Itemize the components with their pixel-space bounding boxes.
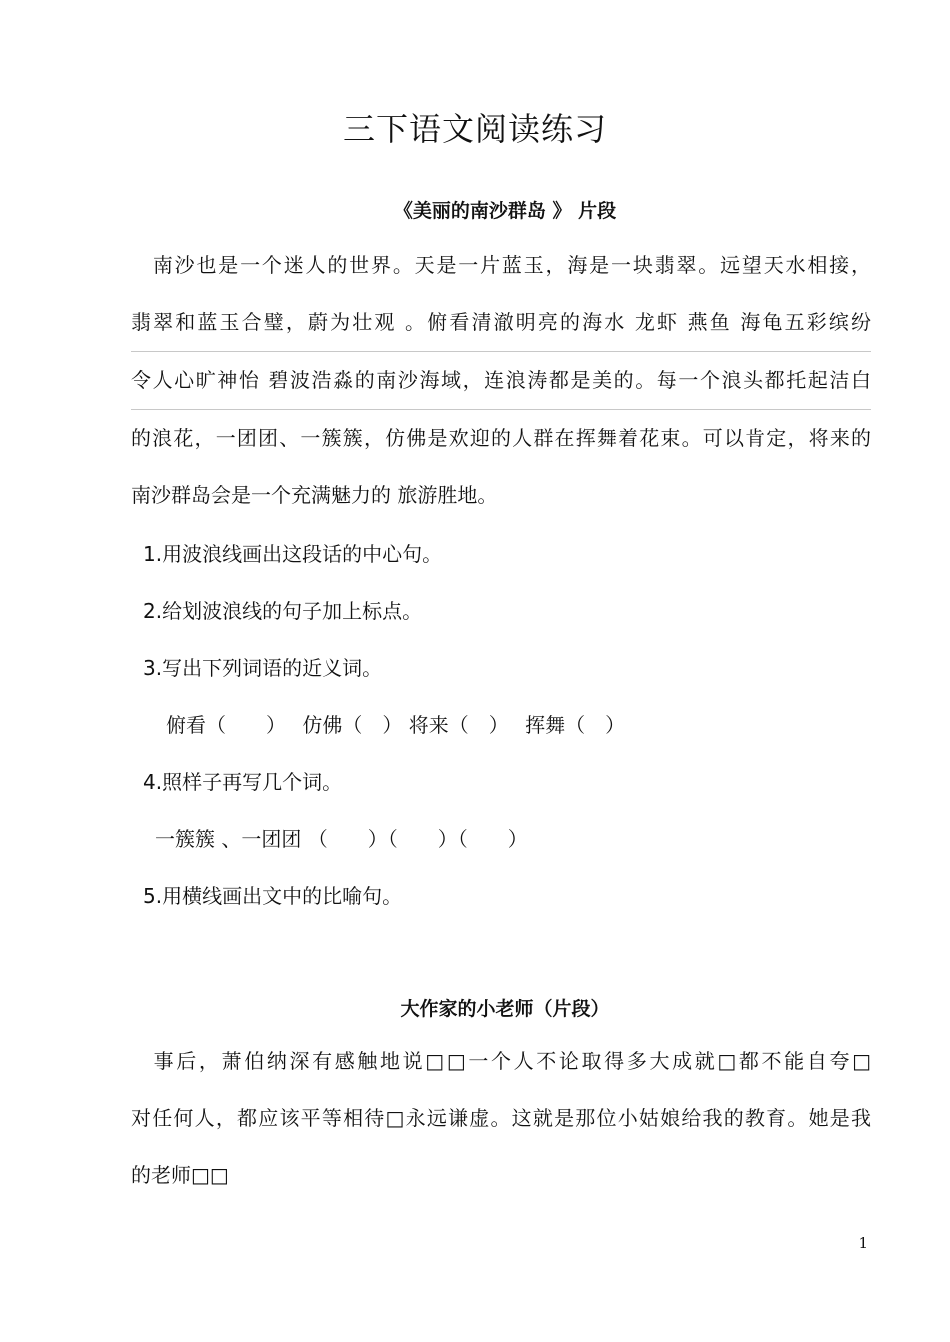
question-3-answers: 俯看（ ） 仿佛（ ） 将来（ ） 挥舞（ ） — [166, 713, 626, 737]
section1-heading: 《美丽的南沙群岛 》 片段 — [393, 200, 617, 222]
question-4: 4.照样子再写几个词。 — [143, 770, 343, 794]
question-5: 5.用横线画出文中的比喻句。 — [143, 884, 403, 908]
section2-passage — [131, 1033, 871, 1204]
question-1: 1.用波浪线画出这段话的中心句。 — [143, 542, 443, 566]
passage-line: 的浪花，一团团、一簇簇，仿佛是欢迎的人群在挥舞着花束。可以肯定，将来的 — [131, 426, 871, 450]
page-number: 1 — [858, 1234, 868, 1252]
question-2: 2.给划波浪线的句子加上标点。 — [143, 599, 423, 623]
section1-passage — [131, 237, 871, 524]
section2-heading: 大作家的小老师（片段） — [400, 998, 610, 1020]
page-title: 三下语文阅读练习 — [342, 110, 607, 148]
question-4-answers: 一簇簇 、一团团 （ ）（ ）（ ） — [155, 827, 528, 851]
passage-line: 对任何人，都应该平等相待□永远谦虚。这就是那位小姑娘给我的教育。她是我 — [131, 1106, 871, 1130]
passage-line: 的老师□□ — [131, 1163, 229, 1187]
passage-line: 事后，萧伯纳深有感触地说□□一个人不论取得多大成就□都不能自夸□ — [131, 1049, 871, 1073]
passage-line: 南沙群岛会是一个充满魅力的 旅游胜地。 — [131, 483, 498, 507]
passage-line: 翡翠和蓝玉合璧，蔚为壮观 。俯看清澈明亮的海水 龙虾 燕鱼 海龟五彩缤纷 — [131, 294, 871, 352]
passage-line: 令人心旷神怡 碧波浩淼的南沙海域，连浪涛都是美的。每一个浪头都托起洁白 — [131, 352, 871, 410]
question-3: 3.写出下列词语的近义词。 — [143, 656, 383, 680]
passage-line: 南沙也是一个迷人的世界。天是一片蓝玉，海是一块翡翠。远望天水相接， — [131, 253, 871, 277]
